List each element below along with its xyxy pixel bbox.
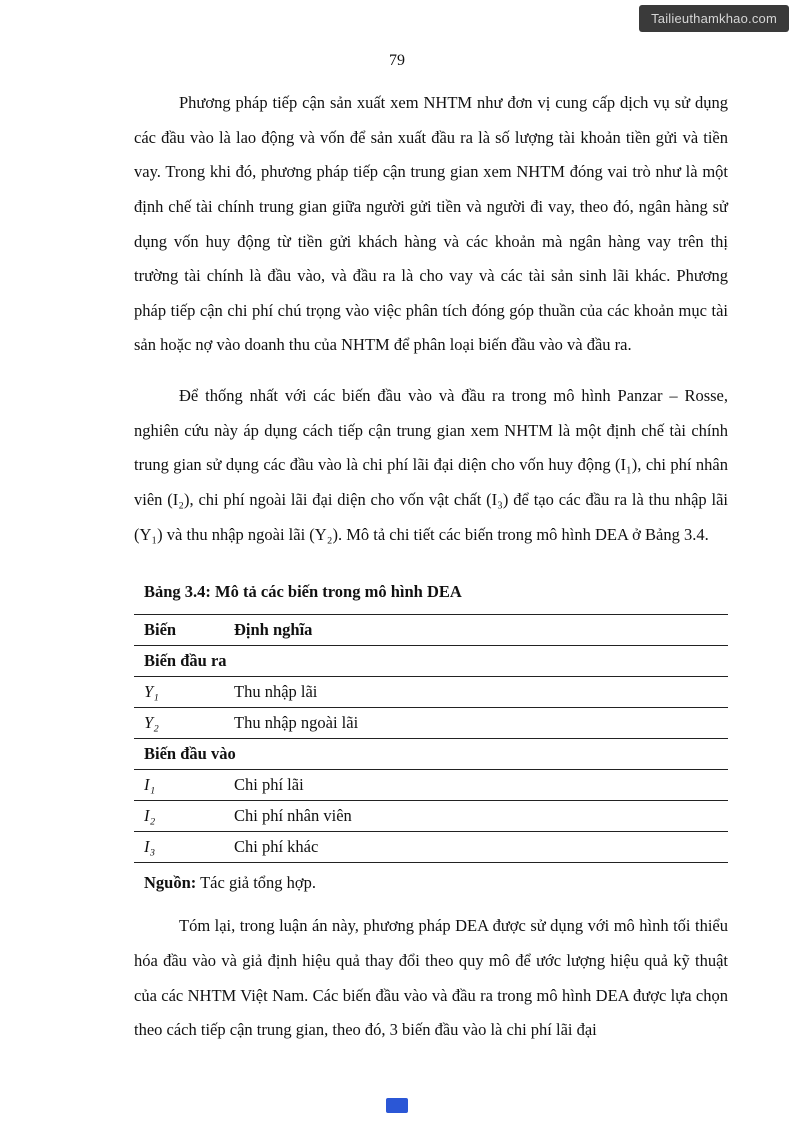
page-number: 79 bbox=[389, 52, 405, 69]
variable-y2: Y₂ bbox=[134, 708, 224, 739]
table-row bbox=[134, 708, 728, 739]
variable-i1: I₁ bbox=[134, 770, 224, 801]
section-label-outputs: Biến đầu ra bbox=[134, 646, 728, 677]
variables-table bbox=[134, 614, 728, 863]
paragraph-summary: Tóm lại, trong luận án này, phương pháp DEA được sử dụng với mô hình tối thiểu hóa đầu vào và giả định hiệu quả thay đổi theo quy mô để ước lượng hiệu quả kỹ thuật của các NHTM Việt Nam. Các biến đầu vào và đầu ra trong mô hình DEA được lựa chọn theo cách tiếp cận trung gian, theo đó, 3 biến đầu vào là chi phí lãi đại bbox=[134, 916, 728, 1040]
table-row bbox=[134, 770, 728, 801]
table-title: Bảng 3.4: Mô tả các biến trong mô hình DEA bbox=[144, 582, 462, 602]
definition-i3: Chi phí khác bbox=[224, 832, 728, 863]
table-section-outputs bbox=[134, 646, 728, 677]
definition-y1: Thu nhập lãi bbox=[224, 677, 728, 708]
table-source bbox=[144, 873, 728, 893]
definition-i1: Chi phí lãi bbox=[224, 770, 728, 801]
source-label: Nguồn: bbox=[144, 873, 197, 893]
definition-i2: Chi phí nhân viên bbox=[224, 801, 728, 832]
source-text: Tác giả tổng hợp. bbox=[196, 873, 317, 893]
definition-y2: Thu nhập ngoài lãi bbox=[224, 708, 728, 739]
page-content bbox=[134, 86, 728, 1048]
site-watermark: Tailieuthamkhao.com bbox=[639, 5, 789, 32]
table-row bbox=[134, 801, 728, 832]
table-row bbox=[134, 677, 728, 708]
section-label-inputs: Biến đầu vào bbox=[134, 739, 728, 770]
footer-logo-icon bbox=[386, 1098, 408, 1113]
table-header-dinh-nghia: Định nghĩa bbox=[224, 615, 728, 646]
paragraph-intermediation-approach: Để thống nhất với các biến đầu vào và đầu ra trong mô hình Panzar – Rosse, nghiên cứu này áp dụng cách tiếp cận trung gian xem NHTM là một định chế tài chính trung gian sử dụng các đầu vào là chi phí lãi đại diện cho vốn huy động (I₁), chi phí nhân viên (I₂), chi phí ngoài lãi đại diện cho vốn vật chất (I₃) để tạo các đầu ra là thu nhập lãi (Y₁) và thu nhập ngoài lãi (Y₂). Mô tả chi tiết các biến trong mô hình DEA ở Bảng 3.4. bbox=[134, 386, 728, 544]
variable-i2: I₂ bbox=[134, 801, 224, 832]
table-header-bien: Biến bbox=[134, 615, 224, 646]
table-section-inputs bbox=[134, 739, 728, 770]
table-header-row bbox=[134, 615, 728, 646]
table-row bbox=[134, 832, 728, 863]
variable-y1: Y₁ bbox=[134, 677, 224, 708]
paragraph-production-approach: Phương pháp tiếp cận sản xuất xem NHTM như đơn vị cung cấp dịch vụ sử dụng các đầu vào là lao động và vốn để sản xuất đầu ra là số lượng tài khoản tiền gửi và tiền vay. Trong khi đó, phương pháp tiếp cận trung gian xem NHTM đóng vai trò như là một định chế tài chính trung gian giữa người gửi tiền và người đi vay, theo đó, ngân hàng sử dụng vốn huy động từ tiền gửi khách hàng và các khoản mà ngân hàng vay trên thị trường tài chính là đầu vào, và đầu ra là cho vay và các tài sản sinh lãi khác. Phương pháp tiếp cận chi phí chú trọng vào việc phân tích đóng góp thuần của các khoản mục tài sản hoặc nợ vào doanh thu của NHTM để phân loại biến đầu vào và đầu ra. bbox=[134, 93, 728, 355]
variable-i3: I₃ bbox=[134, 832, 224, 863]
